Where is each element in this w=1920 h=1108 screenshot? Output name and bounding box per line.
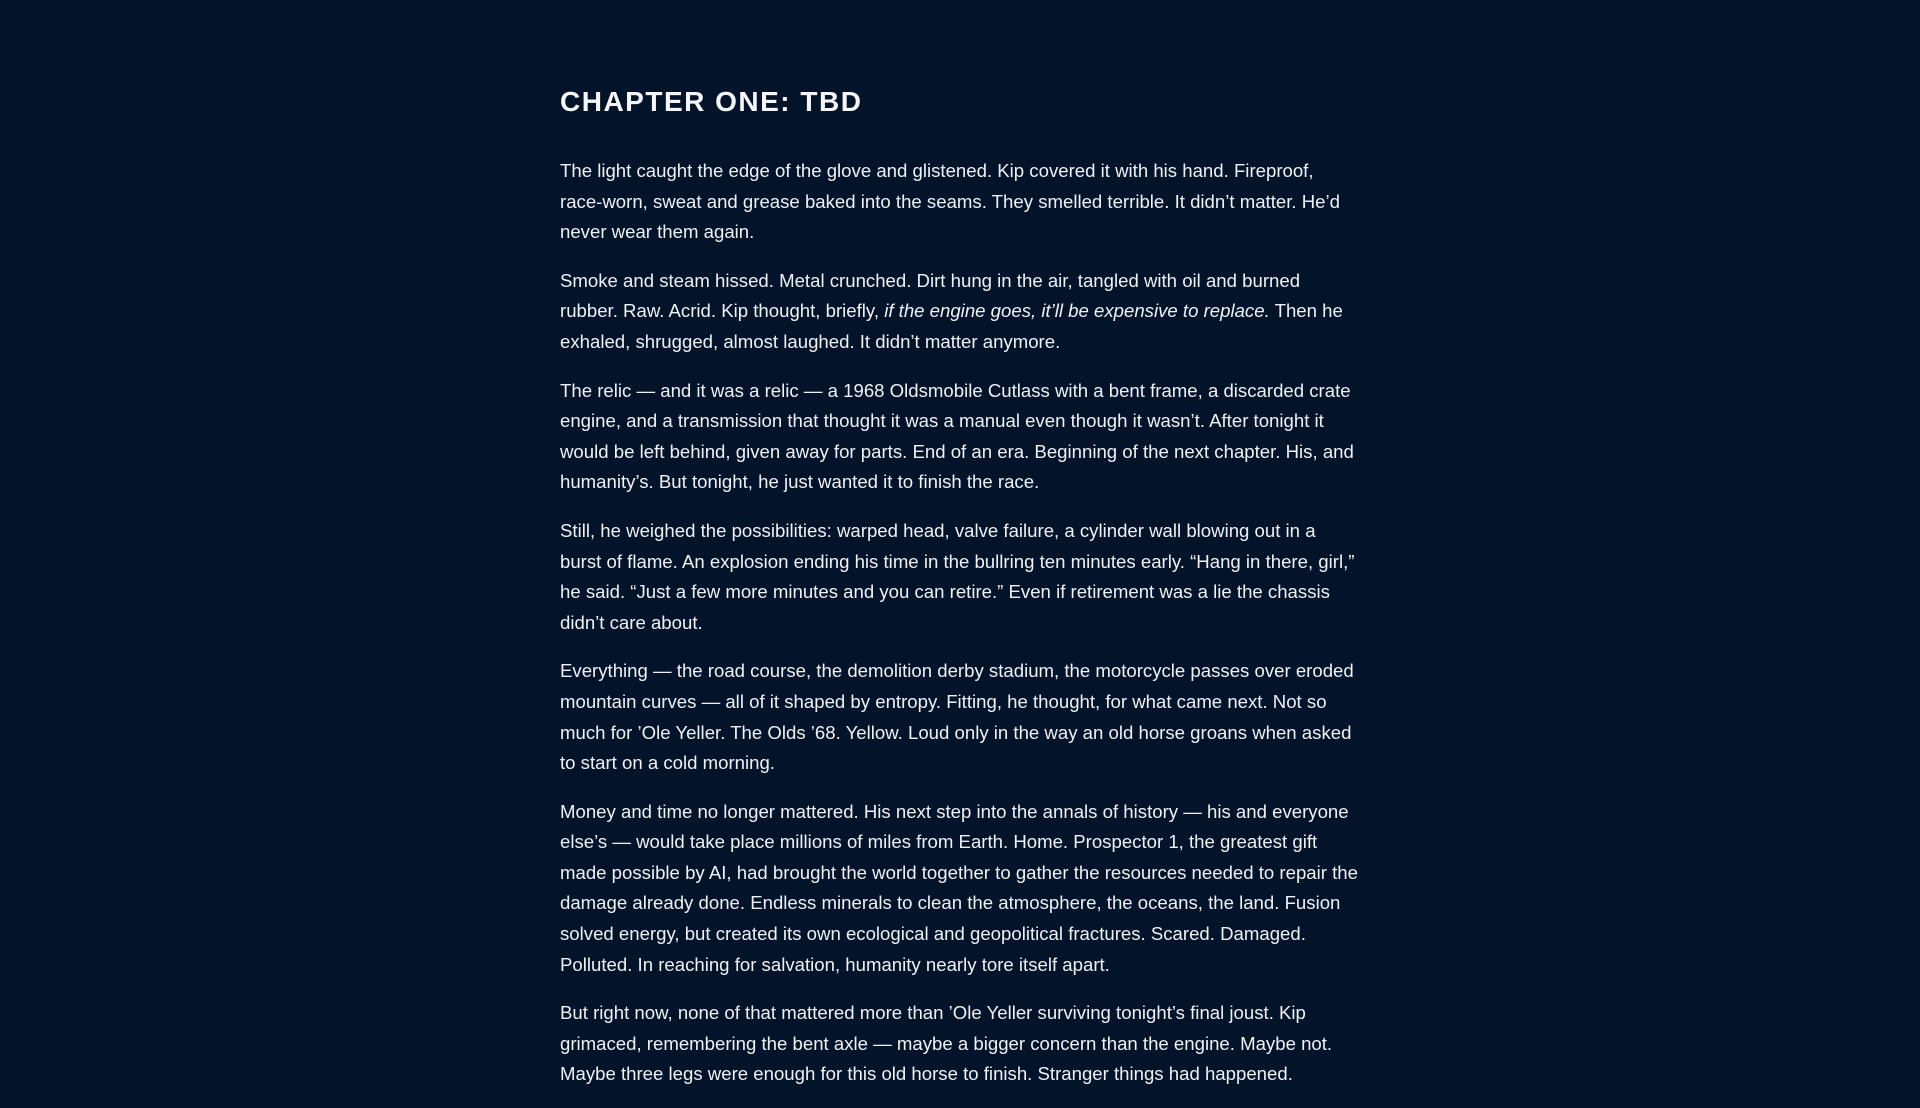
chapter-page bbox=[560, 84, 1360, 1108]
paragraph-4: Still, he weighed the possibilities: warped head, valve failure, a cylinder wall blowing out in a burst of flame. An explosion ending his time in the bullring ten minutes early. “Hang in there, girl,” he said. “Just a few more minutes and you can retire.” Even if retirement was a lie the chassis didn’t care about. bbox=[560, 519, 1355, 633]
paragraph-2-before: Smoke and steam hissed. Metal crunched. Dirt hung in the air, tangled with oil and burned rubber. Raw. Acrid. Kip thought, briefly, bbox=[560, 269, 1301, 322]
paragraph-2 bbox=[560, 266, 1360, 358]
paragraph-5: Everything — the road course, the demolition derby stadium, the motorcycle passes over eroded mountain curves — all of it shaped by entropy. Fitting, he thought, for what came next. Not so much for ’Ole Yeller. The Olds ’68. Yellow. Loud only in the way an old horse groans when asked to start on a cold morning. bbox=[560, 660, 1354, 774]
chapter-title: CHAPTER ONE: TBD bbox=[560, 86, 863, 117]
paragraph-1: The light caught the edge of the glove and glistened. Kip covered it with his hand. Fireproof, race-worn, sweat and grease baked into the seams. They smelled terrible. It didn’t matter. He’d never wear them again. bbox=[560, 160, 1340, 243]
paragraph-2-after: Then he exhaled, shrugged, almost laughed. It didn’t matter anymore. bbox=[560, 300, 1343, 352]
paragraph-7: But right now, none of that mattered more than ’Ole Yeller surviving tonight’s final joust. Kip grimaced, remembering the bent axle — maybe a bigger concern than the engine. Maybe not. Maybe three legs were enough for this old horse to finish. Stranger things had happened. bbox=[560, 1002, 1333, 1085]
paragraph-2-italic: if the engine goes, it’ll be expensive to replace. bbox=[884, 300, 1270, 322]
paragraph-6: Money and time no longer mattered. His next step into the annals of history — his and everyone else’s — would take place millions of miles from Earth. Home. Prospector 1, the greatest gift made possible by AI, had brought the world together to gather the resources needed to repair the damage already done. Endless minerals to clean the atmosphere, the oceans, the land. Fusion solved energy, but created its own ecological and geopolitical fractures. Scared. Damaged. Polluted. In reaching for salvation, humanity nearly tore itself apart. bbox=[560, 800, 1358, 975]
paragraph-3: The relic — and it was a relic — a 1968 Oldsmobile Cutlass with a bent frame, a discarded crate engine, and a transmission that thought it was a manual even though it wasn’t. After tonight it would be left behind, given away for parts. End of an era. Beginning of the next chapter. His, and humanity’s. But tonight, he just wanted it to finish the race. bbox=[560, 379, 1354, 493]
